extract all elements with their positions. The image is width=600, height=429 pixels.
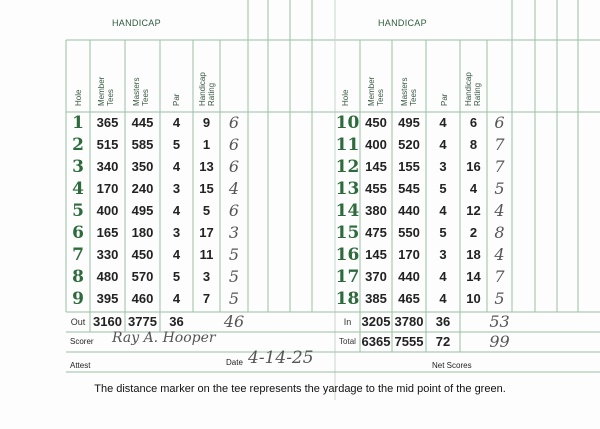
hole-score: 7	[494, 135, 505, 154]
scorer-label: Scorer	[70, 337, 94, 346]
scorer-signature: Ray A. Hooper	[112, 330, 216, 346]
in-member: 3205	[361, 314, 391, 329]
hole-par: 4	[439, 203, 447, 218]
hole-score: 5	[228, 267, 240, 286]
hole-hole: 4	[72, 179, 84, 199]
hole-hole: 16	[335, 245, 360, 265]
hole-member: 145	[365, 247, 387, 262]
hole-row	[0, 288, 600, 310]
hole-masters: 350	[131, 159, 154, 174]
hole-masters: 520	[398, 137, 420, 152]
hole-rating: 14	[466, 269, 481, 284]
hole-hole: 2	[72, 135, 84, 155]
hole-member: 395	[96, 291, 119, 306]
hole-par: 4	[172, 115, 181, 130]
hole-rating: 12	[466, 203, 481, 218]
hole-masters: 460	[131, 291, 154, 306]
hole-hole: 6	[72, 223, 84, 243]
hole-par: 4	[172, 203, 181, 218]
hole-hole: 9	[72, 289, 84, 309]
col-rating: Handicap Rating	[198, 72, 216, 106]
hole-par: 5	[172, 137, 181, 152]
in-label: In	[343, 317, 352, 327]
out-masters: 3775	[128, 314, 157, 329]
hole-masters: 170	[398, 247, 420, 262]
hole-masters: 445	[131, 115, 154, 130]
hole-score: 6	[228, 135, 240, 154]
hole-masters: 440	[398, 269, 420, 284]
hole-par: 5	[439, 225, 447, 240]
hole-row	[0, 156, 600, 178]
col-hole-back: Hole	[341, 89, 350, 106]
hole-masters: 155	[398, 159, 420, 174]
hole-masters: 550	[398, 225, 420, 240]
hole-member: 455	[365, 181, 387, 196]
hole-par: 3	[172, 225, 181, 240]
out-score: 46	[223, 312, 245, 331]
hole-par: 4	[172, 247, 181, 262]
hole-hole: 11	[335, 135, 360, 155]
hole-member: 450	[365, 115, 387, 130]
hole-hole: 3	[72, 157, 84, 177]
hole-member: 340	[96, 159, 119, 174]
footer-note: The distance marker on the tee represents the yardage to the mid point of the green.	[94, 383, 506, 395]
hole-rating: 16	[466, 159, 481, 174]
hole-hole: 10	[335, 113, 360, 133]
hole-par: 4	[439, 291, 447, 306]
hole-masters: 495	[398, 115, 420, 130]
hole-member: 170	[96, 181, 119, 196]
in-row	[0, 311, 600, 333]
hole-member: 145	[365, 159, 387, 174]
hole-member: 480	[96, 269, 119, 284]
hole-rating: 5	[202, 203, 211, 218]
hole-score: 7	[494, 157, 505, 176]
hole-par: 4	[172, 159, 181, 174]
hole-score: 5	[228, 289, 240, 308]
hole-member: 370	[365, 269, 387, 284]
in-par: 36	[435, 314, 451, 329]
hole-rating: 4	[469, 181, 478, 196]
hole-masters: 440	[398, 203, 420, 218]
hole-par: 3	[439, 247, 447, 262]
out-member: 3160	[93, 314, 122, 329]
hole-row	[0, 178, 600, 200]
total-score: 99	[489, 332, 510, 351]
hole-score: 4	[494, 201, 505, 220]
hole-row	[0, 200, 600, 222]
hole-par: 3	[172, 181, 181, 196]
hole-score: 7	[494, 267, 505, 286]
hole-rating: 6	[469, 115, 478, 130]
handicap-header-right: HANDICAP	[378, 18, 427, 28]
hole-score: 4	[228, 179, 240, 198]
total-label: Total	[339, 337, 356, 346]
date-value: 4-14-25	[248, 348, 314, 368]
hole-masters: 180	[131, 225, 154, 240]
hole-score: 8	[494, 223, 505, 242]
hole-masters: 495	[131, 203, 154, 218]
hole-row	[0, 112, 600, 134]
hole-rating: 8	[469, 137, 478, 152]
hole-member: 400	[96, 203, 119, 218]
hole-row	[0, 222, 600, 244]
hole-row	[0, 244, 600, 266]
hole-masters: 465	[398, 291, 420, 306]
hole-score: 6	[494, 113, 505, 132]
date-label: Date	[226, 358, 243, 367]
hole-rating: 15	[199, 181, 214, 196]
hole-par: 4	[439, 115, 447, 130]
col-par: Par	[172, 93, 181, 106]
hole-hole: 13	[335, 179, 360, 199]
col-rating-back: Handicap Rating	[464, 72, 482, 106]
hole-rating: 18	[466, 247, 481, 262]
hole-member: 400	[365, 137, 387, 152]
in-masters: 3780	[394, 314, 424, 329]
hole-hole: 1	[72, 113, 84, 133]
hole-member: 515	[96, 137, 119, 152]
hole-masters: 240	[131, 181, 154, 196]
hole-member: 380	[365, 203, 387, 218]
hole-par: 4	[172, 291, 181, 306]
handicap-header-left: HANDICAP	[112, 18, 161, 28]
hole-hole: 12	[335, 157, 360, 177]
hole-rating: 2	[469, 225, 478, 240]
hole-rating: 3	[202, 269, 211, 284]
hole-score: 6	[228, 201, 240, 220]
hole-masters: 585	[131, 137, 154, 152]
in-score: 53	[489, 312, 510, 331]
hole-masters: 545	[398, 181, 420, 196]
hole-member: 475	[365, 225, 387, 240]
hole-rating: 9	[202, 115, 211, 130]
hole-score: 6	[228, 113, 240, 132]
hole-hole: 5	[72, 201, 84, 221]
hole-rating: 1	[202, 137, 211, 152]
hole-hole: 15	[335, 223, 360, 243]
hole-par: 5	[172, 269, 181, 284]
hole-par: 4	[439, 269, 447, 284]
hole-masters: 450	[131, 247, 154, 262]
attest-label: Attest	[70, 361, 91, 370]
col-masters: Masters Tees	[132, 77, 150, 106]
net-scores-label: Net Scores	[432, 361, 472, 370]
hole-par: 5	[439, 181, 447, 196]
total-member: 6365	[361, 334, 391, 349]
col-par-back: Par	[440, 93, 449, 106]
hole-member: 330	[96, 247, 119, 262]
hole-hole: 18	[335, 289, 360, 309]
hole-par: 4	[439, 137, 447, 152]
hole-score: 5	[494, 289, 505, 308]
hole-score: 5	[494, 179, 505, 198]
hole-rating: 7	[202, 291, 211, 306]
hole-score: 4	[494, 245, 505, 264]
total-par: 72	[435, 334, 451, 349]
hole-row	[0, 266, 600, 288]
hole-row	[0, 134, 600, 156]
hole-rating: 10	[466, 291, 481, 306]
out-label: Out	[70, 317, 86, 327]
out-par: 36	[169, 314, 184, 329]
col-member-back: Member Tees	[367, 76, 385, 106]
hole-score: 5	[228, 245, 240, 264]
hole-hole: 7	[72, 245, 84, 265]
hole-hole: 17	[335, 267, 360, 287]
total-masters: 7555	[394, 334, 424, 349]
hole-rating: 11	[199, 247, 214, 262]
hole-score: 6	[228, 157, 240, 176]
hole-member: 385	[365, 291, 387, 306]
hole-score: 3	[228, 223, 240, 242]
hole-rating: 17	[199, 225, 214, 240]
hole-rating: 13	[199, 159, 214, 174]
hole-member: 165	[96, 225, 119, 240]
hole-par: 3	[439, 159, 447, 174]
col-member: Member Tees	[97, 76, 115, 106]
col-hole: Hole	[74, 89, 83, 106]
hole-hole: 14	[335, 201, 360, 221]
hole-hole: 8	[72, 267, 84, 287]
hole-masters: 570	[131, 269, 154, 284]
col-masters-back: Masters Tees	[400, 77, 418, 106]
hole-member: 365	[96, 115, 119, 130]
